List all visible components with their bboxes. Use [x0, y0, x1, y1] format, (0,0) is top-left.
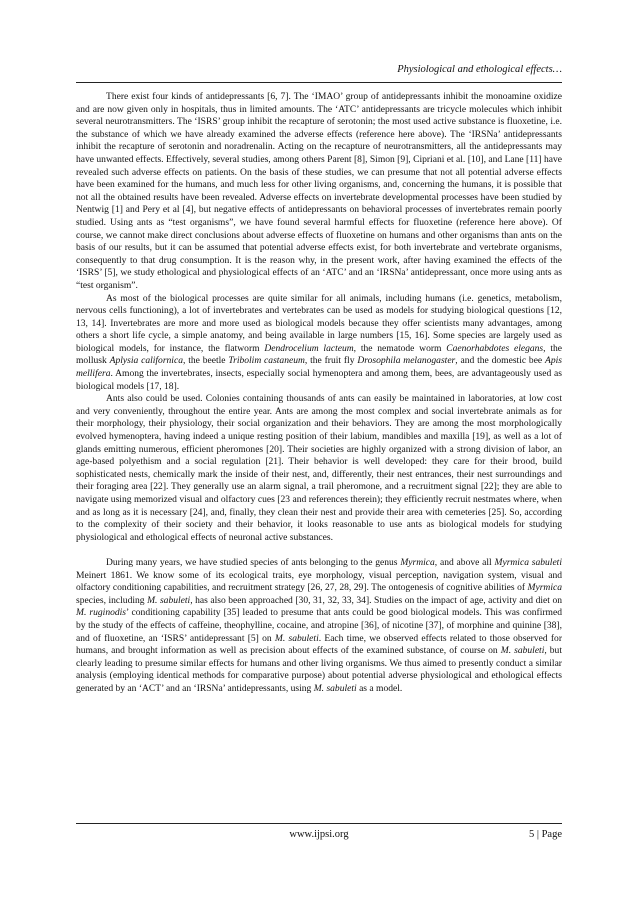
italic-term: Myrmica sabuleti [494, 556, 562, 568]
journal-website: www.ijpsi.org [289, 829, 349, 840]
text-run: , the nematode worm [353, 342, 447, 354]
text-run: During many years, we have studied species of ants belonging to the genus [106, 556, 401, 568]
italic-term: M. sabuleti [313, 682, 357, 694]
italic-term: Drosophila melanogaster [357, 355, 456, 367]
text-run: As most of the biological processes are quite similar for all animals, including humans (i.e. genetics, metabolism, nervous cells functioning), a lot of invertebrates and vertebrates can be used as models for studying biological questions [12, 13, 14]. Invertebrates are more and more used as biological models because they offer scientists many advantages, among others a short life cycle, a simple anatomy, and being available in large numbers [15, 16]. Some species are largely used as biological models, for instance, the flatworm [76, 292, 562, 354]
italic-term: Myrmica [527, 582, 562, 594]
page-footer [76, 829, 562, 843]
paragraph-myrmica-studies [76, 557, 562, 696]
text-run: , the fruit fly [304, 355, 358, 367]
running-header: Physiological and ethological effects… [397, 64, 562, 75]
italic-term: M. sabuleti [274, 632, 319, 644]
italic-term: M. sabuleti [500, 645, 545, 657]
text-run: as a model. [356, 682, 403, 694]
text-run: . Each time, we observed effects related to those observed for humans, and brought information as well as precision about effects of the examined substance, of course on [76, 632, 562, 657]
paragraph-antidepressant-types [76, 91, 562, 293]
italic-term: M. ruginodis [76, 607, 127, 619]
text-run: , but clearly leading to presume similar effects for humans and other living organisms. We thus aimed to presently conduct a similar analysis (employing identical methods for comparative purpose) about potential adverse physiological and ethological effects generated by an ‘ACT’ and an ‘IRSNa’ antidepressants, using [76, 645, 562, 694]
text-run: , and the domestic bee [455, 355, 546, 367]
header-divider [76, 82, 562, 83]
footer-divider [76, 823, 562, 824]
paragraph-biological-models [76, 293, 562, 394]
article-body [76, 91, 562, 696]
text-run: Meinert 1861. We know some of its ecological traits, eye morphology, visual perception, navigation system, visual and olfactory conditioning capabilities, and recruitment strategy [26, 27, 28, 29]. The ontogenesis of cognitive abilities of [76, 569, 562, 594]
italic-term: Aplysia californica [109, 355, 183, 367]
text-run: , and above all [434, 556, 495, 568]
italic-term: Apis mellifera [76, 355, 562, 380]
text-run: , the mollusk [76, 342, 562, 367]
text-run: Ants also could be used. Colonies containing thousands of ants can easily be maintained in laboratories, at low cost and very conveniently, throughout the entire year. Ants are among the most complex and social invertebrate animals as for their morphology, their physiology, their social organization and their behaviors. They are among the most morphologically evolved hymenoptera, having indeed a unique resting position of their labium, mandibles and maxilla [19], as well as a lot of glands emitting numerous, efficient pheromones [20]. Their societies are highly organized with a strong division of labor, an age-based polyethism and a social regulation [21]. Their behavior is well developed: they care for their brood, build sophisticated nests, chemically mark the inside of their nest, and, differently, their nest entrances, their nest surroundings and their foraging area [22]. They generally use an alarm signal, a trail pheromone, and a recruitment signal [22]; they are able to navigate using memorized visual and olfactory cues [23 and references therein); they efficiently recruit nestmates where, when and as long as it is necessary [24], and, finally, they clean their nest and provide their area with cemeteries [25]. So, according to the complexity of their society and their behavior, it looks reasonable to use ants as biological models for studying physiological and ethological effects of neuronal active substances. [76, 393, 562, 543]
text-run: , the beetle [182, 355, 229, 367]
page-number: 5 | Page [528, 829, 562, 840]
text-run: ’ conditioning capability [35] leaded to presume that ants could be good biological models. This was confirmed by the study of the effects of caffeine, theophylline, cocaine, and atropine [36], of nicotine [37], of morphine and quinine [38], and of fluoxetine, an ‘ISRS’ antidepressant [5] on [76, 607, 562, 644]
text-run: . Among the invertebrates, insects, especially social hymenoptera and among them, bees, are advantageously used as biological models [17, 18]. [76, 368, 562, 392]
italic-term: Myrmica [400, 556, 435, 568]
italic-term: M. sabuleti [147, 594, 191, 606]
text-run: , has also been approached [30, 31, 32, 33, 34]. Studies on the impact of age, activity and diet on [190, 594, 562, 606]
paragraph-ants-as-models [76, 393, 562, 544]
italic-term: Tribolim castaneum [228, 355, 305, 367]
italic-term: Dendrocelium lacteum [264, 342, 354, 354]
text-run: There exist four kinds of antidepressants [6, 7]. The ‘IMAO’ group of antidepressants inhibit the monoamine oxidize and are now given only in hospitals, thus in limited amounts. The ‘ATC’ antidepressants are tricycle molecules which inhibit several neurotransmitters. The ‘ISRS’ group inhibit the recapture of serotonin; the most used active substance is fluoxetine, i.e. the substance of which we have already examined the adverse effects (reference here above). The ‘IRSNa’ antidepressants inhibit the recapture of serotonin and noradrenalin. Acting on the recapture of neurotransmitters, all the antidepressants may have unwanted effects. Effectively, several studies, among others Parent [8], Simon [9], Cipriani et al. [10], and Lane [11] have revealed such adverse effects on patients. On the basis of these studies, we can presume that not all potential adverse effects have been examined for the humans, and much less for other living organisms, and, concerning the humans, it is possible that not all the obtained results have been revealed. Adverse effects on invertebrate developmental processes have been studied by Nentwig [1] and Pery et al [4], but negative effects of antidepressants on behavioral processes of invertebrates remain poorly studied. Using ants as “test organisms”, we have found several harmful effects for fluoxetine (reference here above). Of course, we cannot make direct conclusions about adverse effects of fluoxetine on humans and other organisms than ants on the basis of our results, but it can be assumed that potential adverse effects exist, for both invertebrate and vertebrate organisms, consequently to that drug consumption. It is the reason why, in the present work, after having examined the effects of the ‘ISRS’ [5], we study ethological and physiological effects of an ‘ATC’ and an ‘IRSNa’ antidepressant, once more using ants as “test organism”. [76, 91, 562, 291]
text-run: species, including [76, 594, 148, 606]
italic-term: Caenorhabdotes elegans [446, 342, 544, 354]
